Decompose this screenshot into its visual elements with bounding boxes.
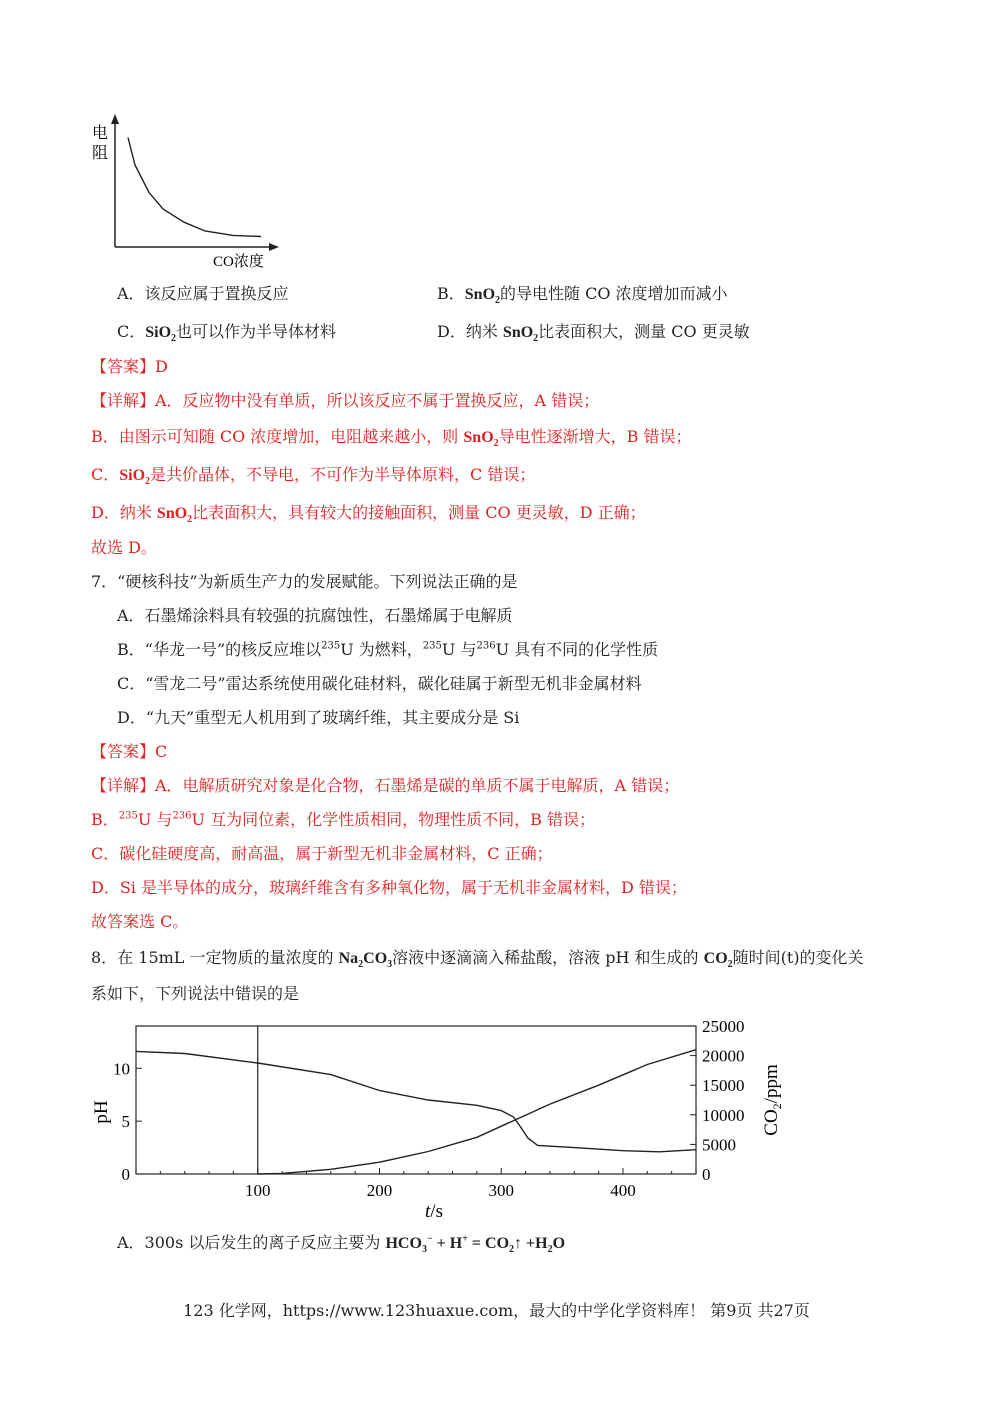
fig1-resistance-curve — [128, 138, 261, 237]
fig2-right-axis-label: $CO_2$/ppm — [761, 1064, 784, 1136]
fig1-ylabel-1: 电 — [92, 125, 109, 142]
fig2-left-axis-label: pH — [91, 1100, 112, 1124]
q7-explanation-1: 【详解】A．电解质研究对象是化合物，石墨烯是碳的单质不属于电解质，A 错误； — [91, 776, 680, 795]
q7-stem: 7．“硬核科技”为新质生产力的发展赋能。下列说法正确的是 — [91, 572, 518, 591]
fig1-ylabel-2: 阻 — [92, 145, 109, 162]
fig2-right-tick-label: 20000 — [702, 1046, 745, 1066]
fig1-y-arrow — [111, 114, 119, 124]
q7-option-d: D．“九天”重型无人机用到了玻璃纤维，其主要成分是 Si — [117, 708, 520, 727]
q6-option-d: D．纳米 SnO$_2$比表面积大，测量 CO 更灵敏 — [437, 322, 750, 345]
fig2-left-tick-label: 0 — [121, 1165, 130, 1184]
fig2-right-tick-label: 15000 — [702, 1076, 745, 1096]
q7-explanation-5: 故答案选 C。 — [91, 912, 189, 931]
fig1-xlabel: CO浓度 — [213, 254, 264, 270]
fig2-right-tick-label: 25000 — [702, 1017, 745, 1036]
fig2-x-axis-label: t/s — [425, 1201, 443, 1222]
ph-co2-chart — [85, 1012, 785, 1227]
q7-option-c: C．“雪龙二号”雷达系统使用碳化硅材料，碳化硅属于新型无机非金属材料 — [117, 674, 642, 693]
q6-answer: 【答案】D — [91, 357, 168, 376]
fig2-right-tick-label: 0 — [702, 1165, 711, 1184]
q8-stem-line-1: 8．在 15mL 一定物质的量浓度的 $Na_2CO_3$溶液中逐滴滴入稀盐酸，溶液 pH 和生成的 $CO_2$随时间(t)的变化关 — [91, 948, 864, 971]
q7-option-a: A．石墨烯涂料具有较强的抗腐蚀性，石墨烯属于电解质 — [117, 606, 513, 625]
q6-explanation-3: C．SiO$_2$是共价晶体，不导电，不可作为半导体原料，C 错误； — [91, 465, 536, 488]
page-footer: 123 化学网，https://www.123huaxue.com，最大的中学化学资料库！ 第9页 共27页 — [183, 1301, 810, 1320]
q7-answer: 【答案】C — [91, 742, 168, 761]
fig2-right-tick-label: 10000 — [702, 1105, 745, 1125]
fig2-frame — [136, 1026, 696, 1174]
q6-option-c: C．SiO$_2$也可以作为半导体材料 — [117, 322, 337, 345]
fig2-x-tick-label: 300 — [488, 1181, 514, 1200]
fig2-x-tick-label: 400 — [610, 1181, 636, 1200]
q7-explanation-3: C．碳化硅硬度高，耐高温，属于新型无机非金属材料，C 正确； — [91, 844, 553, 863]
fig2-left-tick-label: 5 — [121, 1112, 130, 1132]
fig2-right-tick-label: 5000 — [702, 1135, 736, 1155]
fig2-x-tick-label: 100 — [244, 1181, 271, 1200]
q8-option-a: A．300s 以后发生的离子反应主要为 $HCO_3^- + H^+$ = $CO_2↑ +H_2O$ — [117, 1233, 566, 1256]
q6-option-b: B．SnO$_2$的导电性随 CO 浓度增加而减小 — [437, 284, 728, 307]
fig2-co2-curve — [258, 1050, 696, 1174]
fig2-ph-curve — [136, 1051, 696, 1151]
q7-option-b: B．“华龙一号”的核反应堆以$^{235}$U 为燃料，$^{235}$U 与$^{236}$U 具有不同的化学性质 — [117, 640, 659, 659]
fig2-left-tick-label: 10 — [113, 1059, 130, 1079]
q7-explanation-4: D．Si 是半导体的成分，玻璃纤维含有多种氧化物，属于无机非金属材料，D 错误； — [91, 878, 687, 897]
resistance-co-chart — [85, 112, 295, 272]
q6-explanation-2: B．由图示可知随 CO 浓度增加，电阻越来越小，则 SnO$_2$导电性逐渐增大，B 错误； — [91, 427, 692, 450]
q6-explanation-1: 【详解】A．反应物中没有单质，所以该反应不属于置换反应，A 错误； — [91, 391, 600, 410]
fig2-x-tick-label: 200 — [366, 1181, 393, 1200]
q7-explanation-2: B．$^{235}$U 与$^{236}$U 互为同位素，化学性质相同，物理性质不同，B 错误； — [91, 810, 595, 829]
fig2-ticks — [113, 1017, 745, 1200]
q6-explanation-5: 故选 D。 — [91, 538, 157, 557]
q6-explanation-4: D．纳米 SnO$_2$比表面积大，具有较大的接触面积，测量 CO 更灵敏，D 正确； — [91, 503, 646, 526]
fig1-x-arrow — [269, 243, 279, 251]
q8-stem-line-2: 系如下，下列说法中错误的是 — [91, 984, 300, 1003]
q6-option-a: A．该反应属于置换反应 — [117, 284, 289, 303]
